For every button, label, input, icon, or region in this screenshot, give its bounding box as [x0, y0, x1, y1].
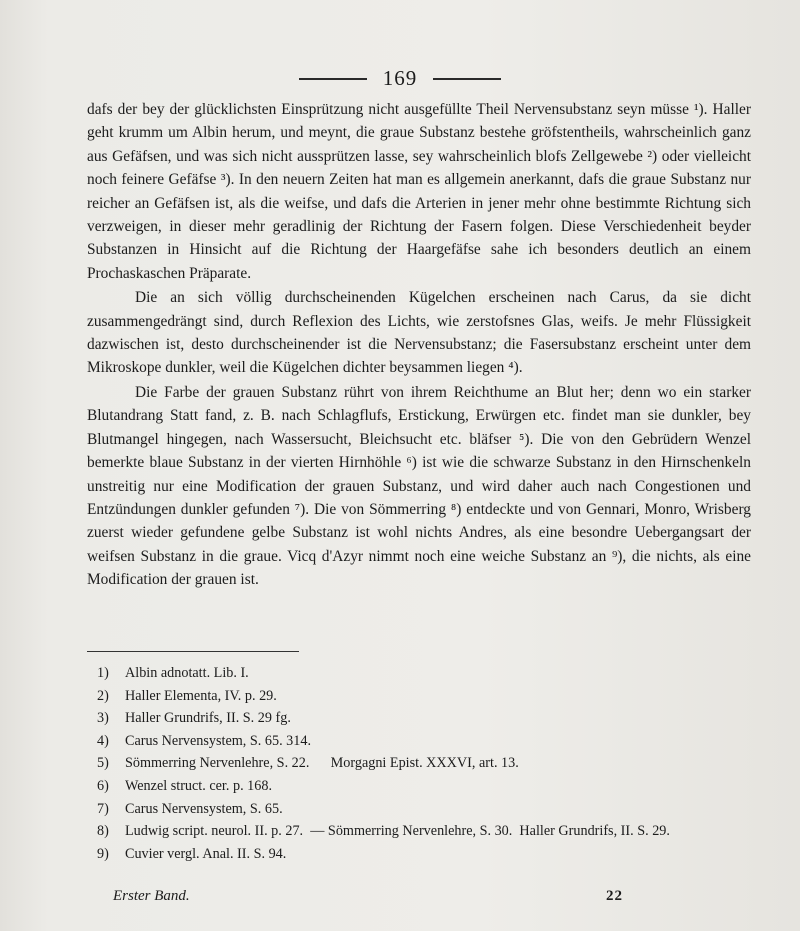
page-footer	[113, 888, 623, 905]
header-rule-right	[433, 78, 501, 80]
footnote	[97, 798, 757, 821]
body-text	[87, 98, 751, 592]
footnote-text: Sömmerring Nervenlehre, S. 22. Morgagni Epist. XXXVI, art. 13.	[125, 755, 519, 772]
footnote-text: Cuvier vergl. Anal. II. S. 94.	[125, 845, 287, 862]
footnote-number: 4)	[97, 732, 109, 749]
footnote-number: 5)	[97, 755, 109, 772]
footnote-number: 3)	[97, 710, 109, 727]
footnote-separator	[87, 651, 299, 652]
footnote-text: Carus Nervensystem, S. 65. 314.	[125, 732, 311, 749]
header-rule-left	[299, 78, 367, 80]
footnote-text: Haller Grundrifs, II. S. 29 fg.	[125, 710, 291, 727]
footnote-number: 1)	[97, 665, 109, 681]
footnote-text: Wenzel struct. cer. p. 168.	[125, 777, 272, 794]
paragraph: Die Farbe der grauen Substanz rührt von ihrem Reichthume an Blut her; denn wo ein starker Blutandrang Statt fand, z. B. nach Schlagflufs, Erstickung, Erwürgen etc. findet man sie dunkler, bey Blutmangel hingegen, nach Wassersucht, Bleichsucht etc. bläfser ⁵). Die von den Gebrüdern Wenzel bemerkte blaue Substanz in der vierten Hirnhöhle ⁶) ist wie die schwarze Substanz in den Hirnschenkeln unstreitig nur eine Modification der grauen Substanz, und wird daher auch nach Congestionen und Entzündungen dunkler gefunden ⁷). Die von Sömmerring ⁸) entdeckte und von Gennari, Monro, Wrisberg zuerst wieder gefundene gelbe Substanz ist wohl nichts Andres, als eine besondre Uebergangsart der weifsen Substanz in die graue. Vicq d'Azyr nimmt noch eine weiche Substanz an ⁹), die nichts, als eine Modification der grauen ist.	[87, 383, 751, 589]
footnote	[97, 820, 757, 843]
footnote-number: 2)	[97, 687, 109, 704]
footnotes	[97, 662, 757, 865]
footnote	[97, 752, 757, 775]
footnote-number: 6)	[97, 777, 109, 794]
footnote-text: Haller Elementa, IV. p. 29.	[125, 687, 277, 704]
footnote	[97, 775, 757, 798]
signature-mark: Erster Band.	[113, 888, 190, 904]
footnote-number: 8)	[97, 823, 109, 840]
footnote	[97, 730, 757, 753]
footnote	[97, 685, 757, 708]
footnote	[97, 662, 757, 685]
paragraph: dafs der bey der glücklichsten Einsprützung nicht ausgefüllte Theil Nervensubstanz seyn müsse ¹). Haller geht krumm um Albin herum, und meynt, die graue Substanz bestehe gröfstentheils, wahrscheinlich ganz aus Gefäfsen, und was sich nicht aussprützen lasse, sey wahrscheinlich blofs Zellgewebe ²) oder vielleicht noch feinere Gefäfse ³). In den neuern Zeiten hat man es allgemein anerkannt, dafs die graue Substanz nur reicher an Gefäfsen ist, als die weifse, und dafs die Arterien in jener mehr ohne bestimmte Richtung sich verzweigen, in dieser mehr geradlinig der Richtung der Fasern folgen. Diese Verschiedenheit beyder Substanzen in Hinsicht auf die Richtung der Haargefäfse sahe ich besonders deutlich an einem Prochaskaschen Präparate.	[87, 101, 751, 282]
page-number: 169	[382, 66, 418, 90]
signature-number: 22	[606, 888, 623, 904]
footnote	[97, 843, 757, 866]
footnote-text: Carus Nervensystem, S. 65.	[125, 800, 283, 817]
footnote-text: Ludwig script. neurol. II. p. 27. — Sömmerring Nervenlehre, S. 30. Haller Grundrifs, II. S. 29.	[125, 823, 670, 840]
footnote	[97, 707, 757, 730]
footnote-text: Albin adnotatt. Lib. I.	[125, 665, 249, 681]
footnote-number: 9)	[97, 845, 109, 862]
page-header	[0, 66, 800, 91]
paragraph: Die an sich völlig durchscheinenden Kügelchen erscheinen nach Carus, da sie dicht zusammengedrängt sind, durch Reflexion des Lichts, wie zerstofsnes Glas, weifs. Je mehr Flüssigkeit dazwischen ist, desto durchscheinender ist die Nervensubstanz; die Fasersubstanz erscheint unter dem Mikroskope dunkler, weil die Kügelchen dichter beysammen liegen ⁴).	[87, 289, 751, 377]
footnote-number: 7)	[97, 800, 109, 817]
